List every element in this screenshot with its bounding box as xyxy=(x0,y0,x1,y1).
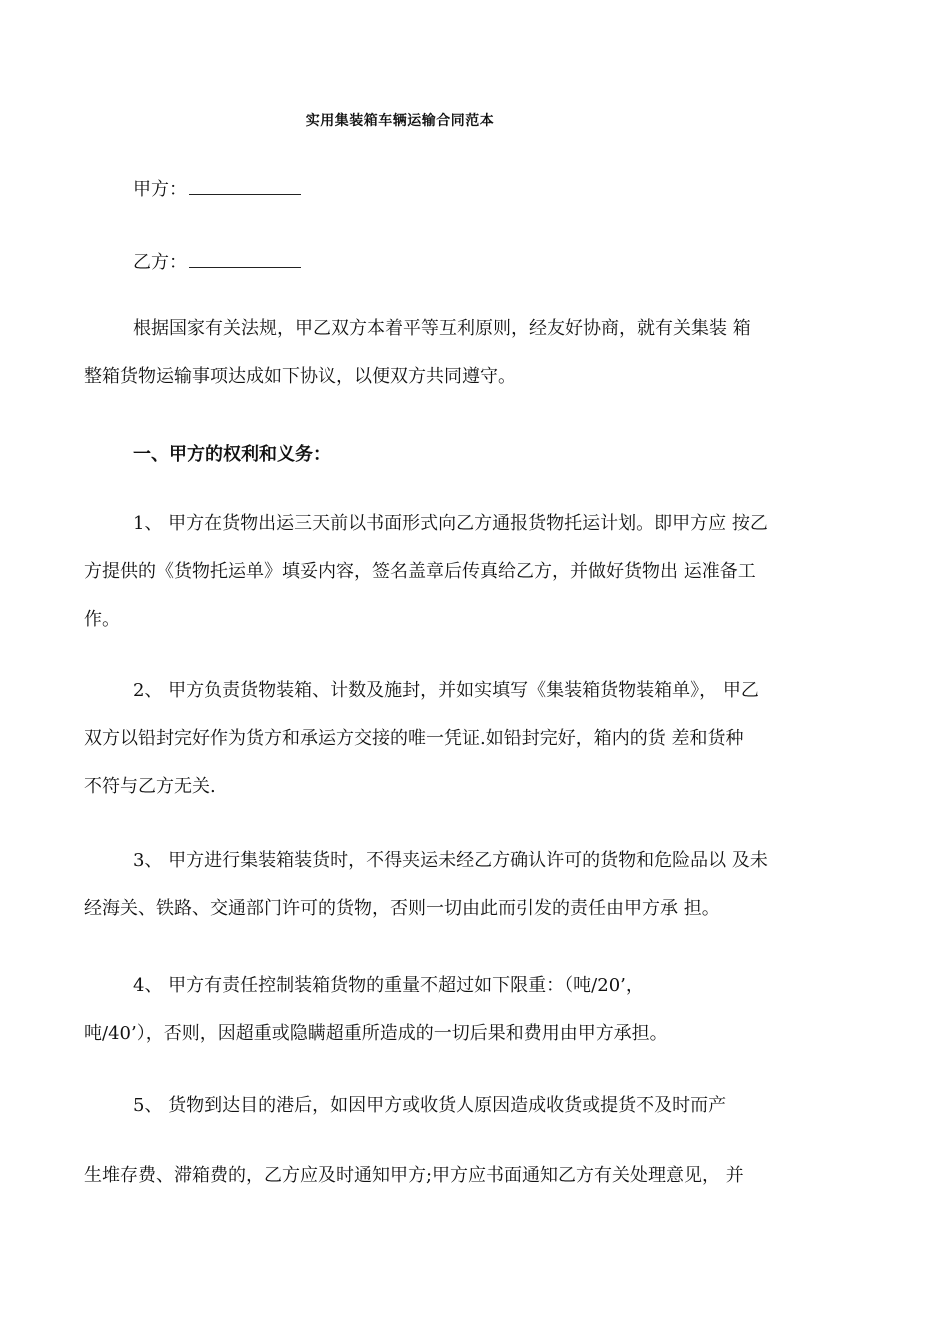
intro-paragraph xyxy=(84,305,880,401)
party-a-blank xyxy=(189,180,301,195)
paragraph-line: 双方以铅封完好作为货方和承运方交接的唯一凭证.如铅封完好，箱内的货 差和货种 xyxy=(84,728,744,749)
party-a-line xyxy=(133,175,301,201)
clause-4 xyxy=(84,962,880,1058)
paragraph-line: 1、 甲方在货物出运三天前以书面形式向乙方通报货物托运计划。即甲方应 按乙 xyxy=(133,513,768,534)
paragraph-line: 吨/40’），否则，因超重或隐瞒超重所造成的一切后果和费用由甲方承担。 xyxy=(84,1023,668,1044)
paragraph-line xyxy=(84,962,880,1010)
paragraph-line: 经海关、铁路、交通部门许可的货物，否则一切由此而引发的责任由甲方承 担。 xyxy=(84,898,720,919)
clause-2 xyxy=(84,667,880,811)
paragraph-line: 3、 甲方进行集装箱装货时，不得夹运未经乙方确认许可的货物和危险品以 及未 xyxy=(133,850,768,871)
party-b-label: 乙方： xyxy=(133,252,187,273)
paragraph-line: 5、 货物到达目的港后，如因甲方或收货人原因造成收货或提货不及时而产 xyxy=(133,1095,727,1116)
document-title: 实用集装箱车辆运输合同范本 xyxy=(305,113,495,129)
party-b-line xyxy=(133,248,301,274)
paragraph-line: 不符与乙方无关. xyxy=(84,776,216,797)
paragraph-line: 生堆存费、滞箱费的，乙方应及时通知甲方;甲方应书面通知乙方有关处理意见， 并 xyxy=(84,1165,744,1186)
paragraph-line: 根据国家有关法规，甲乙双方本着平等互利原则，经友好协商，就有关集装 箱 xyxy=(133,318,751,339)
section-heading: 一、甲方的权利和义务： xyxy=(133,444,331,465)
party-a-label: 甲方： xyxy=(133,179,187,200)
continuation-paragraph xyxy=(84,1152,880,1200)
clause-3 xyxy=(84,837,880,933)
clause-4-line-text: 4、 甲方有责任控制装箱货物的重量不超过如下限重：（吨/20’， xyxy=(133,975,644,996)
clause-5 xyxy=(84,1082,880,1130)
paragraph-line: 整箱货物运输事项达成如下协议，以便双方共同遵守。 xyxy=(84,366,516,387)
paragraph-line: 方提供的《货物托运单》填妥内容，签名盖章后传真给乙方，并做好货物出 运准备工 xyxy=(84,561,756,582)
paragraph-line: 作。 xyxy=(84,609,120,630)
clause-1 xyxy=(84,500,880,644)
party-b-blank xyxy=(189,253,301,268)
paragraph-line: 2、 甲方负责货物装箱、计数及施封，并如实填写《集装箱货物装箱单》， 甲乙 xyxy=(133,680,759,701)
